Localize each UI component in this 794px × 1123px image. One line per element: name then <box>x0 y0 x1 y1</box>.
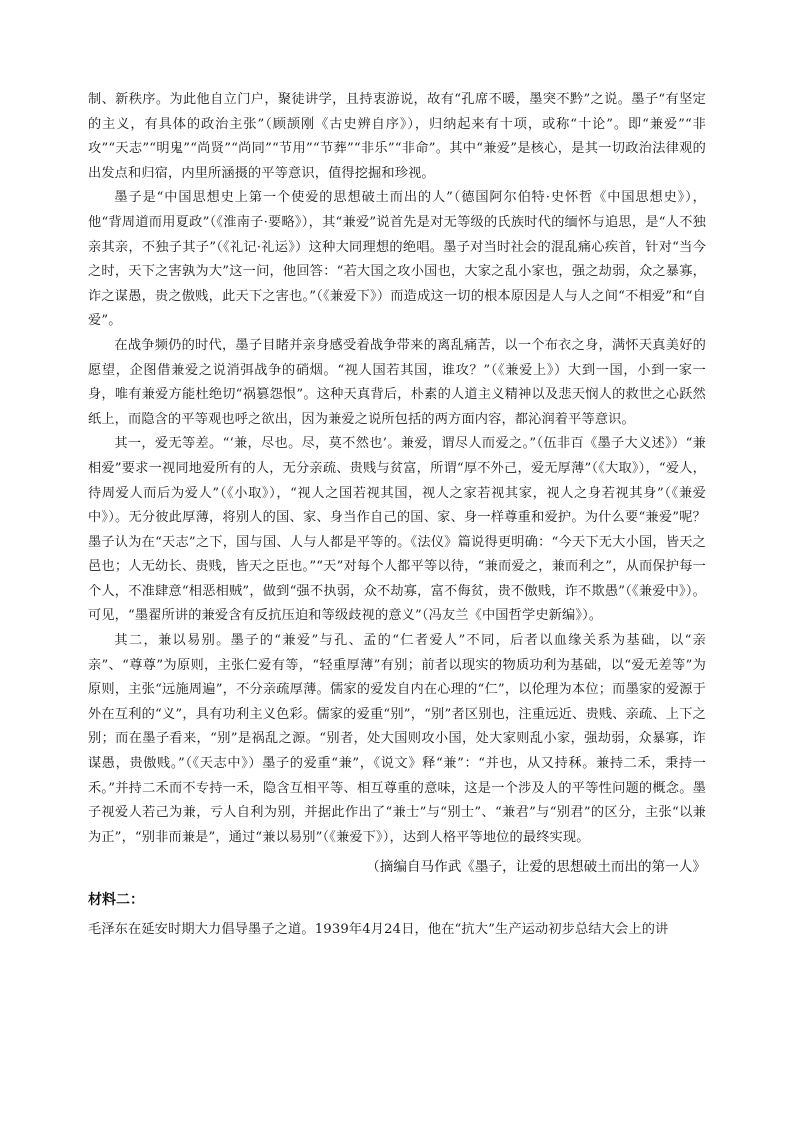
paragraph-continuation: 制、新秩序。为此他自立门户，聚徒讲学，且持衷游说，故有“孔席不暖，墨突不黔”之说。墨子“有坚定的主义，有具体的政治主张”（顾颉刚《古史辨自序》），归纳起来有十项，或称“十论”。即“兼爱”“非攻”“天志”“明鬼”“尚贤”“尚同”“节用”“节葬”“非乐”“非命”。其中“兼爱”是核心，是其一切政治法律观的出发点和归宿，内里所涵摄的平等意识，值得挖掘和珍视。 <box>88 92 706 181</box>
paragraph-material-two-start: 毛泽东在延安时期大力倡导墨子之道。1939年4月24日，他在“抗大”生产运动初步总结大会上的讲 <box>88 922 669 938</box>
section-heading: 材料二： <box>88 892 144 909</box>
paragraph-mozi-thinker: 墨子是“中国思想史上第一个使爱的思想破土而出的人”（德国阿尔伯特·史怀哲《中国思想史》），他“背周道而用夏政”（《淮南子·要略》），其“兼爱”说首先是对无等级的氏族时代的缅怀与追思，是“人不独亲其亲，不独子其子”（《礼记·礼运》）这种大同理想的绝唱。墨子对当时社会的混乱痛心疾首，针对“当今之时，天下之害孰为大”这一问，他回答：“若大国之攻小国也，大家之乱小家也，强之劫弱，众之暴寡，诈之谋愚，贵之傲贱，此天下之害也。”（《兼爱下》）而造成这一切的根本原因是人与人之间“不相爱”和“自爱”。 <box>88 190 706 329</box>
document-page <box>88 88 706 943</box>
source-citation: （摘编自马作武《墨子，让爱的思想破土而出的第一人》 <box>366 859 706 876</box>
paragraph-point-two: 其二，兼以易别。墨子的“兼爱”与孔、孟的“仁者爱人”不同，后者以血缘关系为基础，以“亲亲”、“尊尊”为原则，主张仁爱有等，“轻重厚薄”有别；前者以现实的物质功利为基础，以“爱无差等”为原则，主张“远施周遍”，不分亲疏厚薄。儒家的爱发自内在心理的“仁”，以伦理为本位；而墨家的爱源于外在互利的“义”，具有功利主义色彩。儒家的爱重“别”，“别”者区别也，注重远近、贵贱、亲疏、上下之别；而在墨子看来，“别”是祸乱之源。“别者，处大国则攻小国，处大家则乱小家，强劫弱，众暴寡，诈谋愚，贵傲贱。”（《天志中》）墨子的爱重“兼”，《说文》释“兼”：“并也，从又持秝。兼持二禾，秉持一禾。”并持二禾而不专持一禾，隐含互相平等、相互尊重的意味，这是一个涉及人的平等性问题的概念。墨子视爱人若己为兼，亏人自利为别，并据此作出了“兼士”与“别士”、“兼君”与“别君”的区分，主张“以兼为正”，“别非而兼是”，通过“兼以易别”（《兼爱下》），达到人格平等地位的最终实现。 <box>88 633 706 845</box>
paragraph-point-one: 其一，爱无等差。“‘兼，尽也。尽，莫不然也’。兼爱，谓尽人而爱之。”（伍非百《墨子大义述》）“兼相爱”要求一视同地爱所有的人，无分亲疏、贵贱与贫富，所谓“厚不外己，爱无厚薄”（《大取》），“爱人，待周爱人而后为爱人”（《小取》），“视人之国若视其国，视人之家若视其家，视人之身若视其身”（《兼爱中》）。无分彼此厚薄，将别人的国、家、身当作自己的国、家、身一样尊重和爱护。为什么要“兼爱”呢？墨子认为在“天志”之下，国与国、人与人都是平等的。《法仪》篇说得更明确：“今天下无大小国，皆天之邑也；人无幼长、贵贱，皆天之臣也。”“天”对每个人都平等以待，“兼而爱之，兼而利之”，从而保护每一个人，不准肆意“相恶相贼”，做到“强不执弱，众不劫寡，富不侮贫，贵不傲贱，诈不欺愚”（《兼爱中》）。可见，“墨翟所讲的兼爱含有反抗压迫和等级歧视的意义”（冯友兰《中国哲学史新编》）。 <box>88 436 706 624</box>
paragraph-war-era: 在战争频仍的时代，墨子目睹并亲身感受着战争带来的离乱痛苦，以一个布衣之身，满怀天真美好的愿望，企图借兼爱之说消弭战争的硝烟。“视人国若其国，谁攻？”（《兼爱上》）大到一国，小到一家一身，唯有兼爱方能杜绝切“祸篡怨恨”。这种天真背后，朴素的人道主义精神以及悲天悯人的救世之心跃然纸上，而隐含的平等观也呼之欲出，因为兼爱之说所包括的两方面内容，都沁润着平等意识。 <box>88 337 706 427</box>
